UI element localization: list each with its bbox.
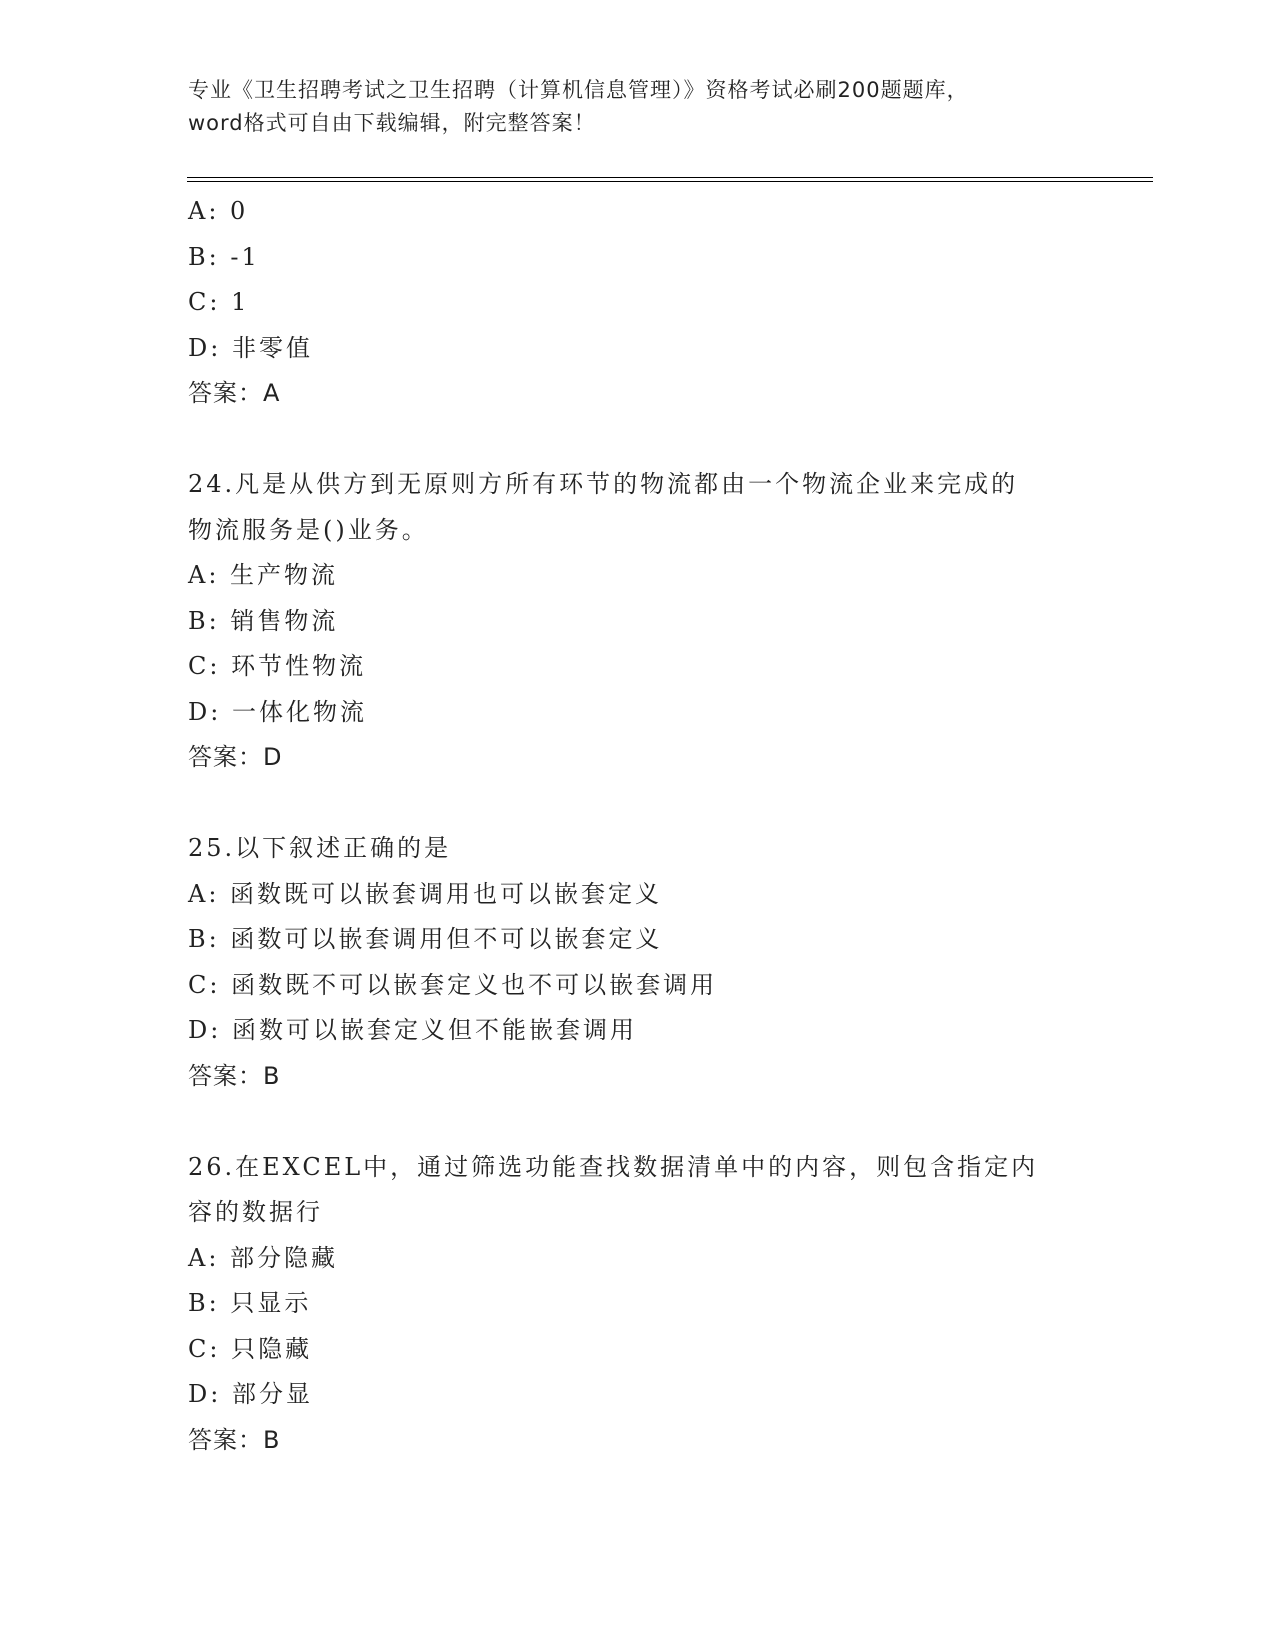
header-divider-top (187, 177, 1153, 178)
spacer (188, 417, 1118, 463)
option-c: C: 只隐藏 (188, 1334, 313, 1363)
option-b: B: 函数可以嵌套调用但不可以嵌套定义 (188, 925, 663, 953)
answer-line: 答案：B (188, 1061, 281, 1090)
option-a: A: 0 (188, 197, 249, 225)
option-d: D: 部分显 (188, 1380, 313, 1408)
question-text-line-1: 26.在EXCEL中，通过筛选功能查找数据清单中的内容，则包含指定内 (188, 1152, 1039, 1181)
option-b: B: -1 (188, 242, 260, 271)
answer-line: 答案：D (188, 743, 283, 771)
option-d: D: 一体化物流 (188, 697, 367, 726)
header-title-line-2: word格式可自由下载编辑，附完整答案！ (188, 111, 596, 135)
question-24 (188, 462, 1118, 781)
option-d: D: 非零值 (188, 333, 313, 362)
spacer (188, 781, 1118, 827)
option-c: C: 环节性物流 (188, 652, 367, 680)
option-c: C: 1 (188, 288, 250, 316)
option-c: C: 函数既不可以嵌套定义也不可以嵌套调用 (188, 970, 718, 999)
question-text-line-1: 25.以下叙述正确的是 (188, 834, 452, 862)
option-a: A: 部分隐藏 (188, 1243, 339, 1272)
question-text-line-2: 容的数据行 (188, 1198, 323, 1226)
spacer (188, 1099, 1118, 1145)
option-b: B: 销售物流 (188, 606, 339, 635)
option-a: A: 函数既可以嵌套调用也可以嵌套定义 (188, 879, 663, 908)
question-text-line-2: 物流服务是()业务。 (188, 515, 429, 544)
header-divider-bottom (187, 181, 1153, 182)
question-23-continued (188, 189, 1118, 417)
question-list (188, 189, 1118, 1463)
answer-line: 答案：A (188, 379, 281, 407)
option-b: B: 只显示 (188, 1289, 312, 1317)
answer-line: 答案：B (188, 1425, 281, 1454)
header-title-line-1: 专业《卫生招聘考试之卫生招聘（计算机信息管理）》资格考试必刷200题题库， (188, 78, 969, 102)
question-text-line-1: 24.凡是从供方到无原则方所有环节的物流都由一个物流企业来完成的 (188, 470, 1019, 498)
document-header (188, 74, 1088, 140)
option-a: A: 生产物流 (188, 561, 339, 589)
question-26 (188, 1145, 1118, 1464)
question-25 (188, 826, 1118, 1099)
option-d: D: 函数可以嵌套定义但不能嵌套调用 (188, 1016, 637, 1044)
